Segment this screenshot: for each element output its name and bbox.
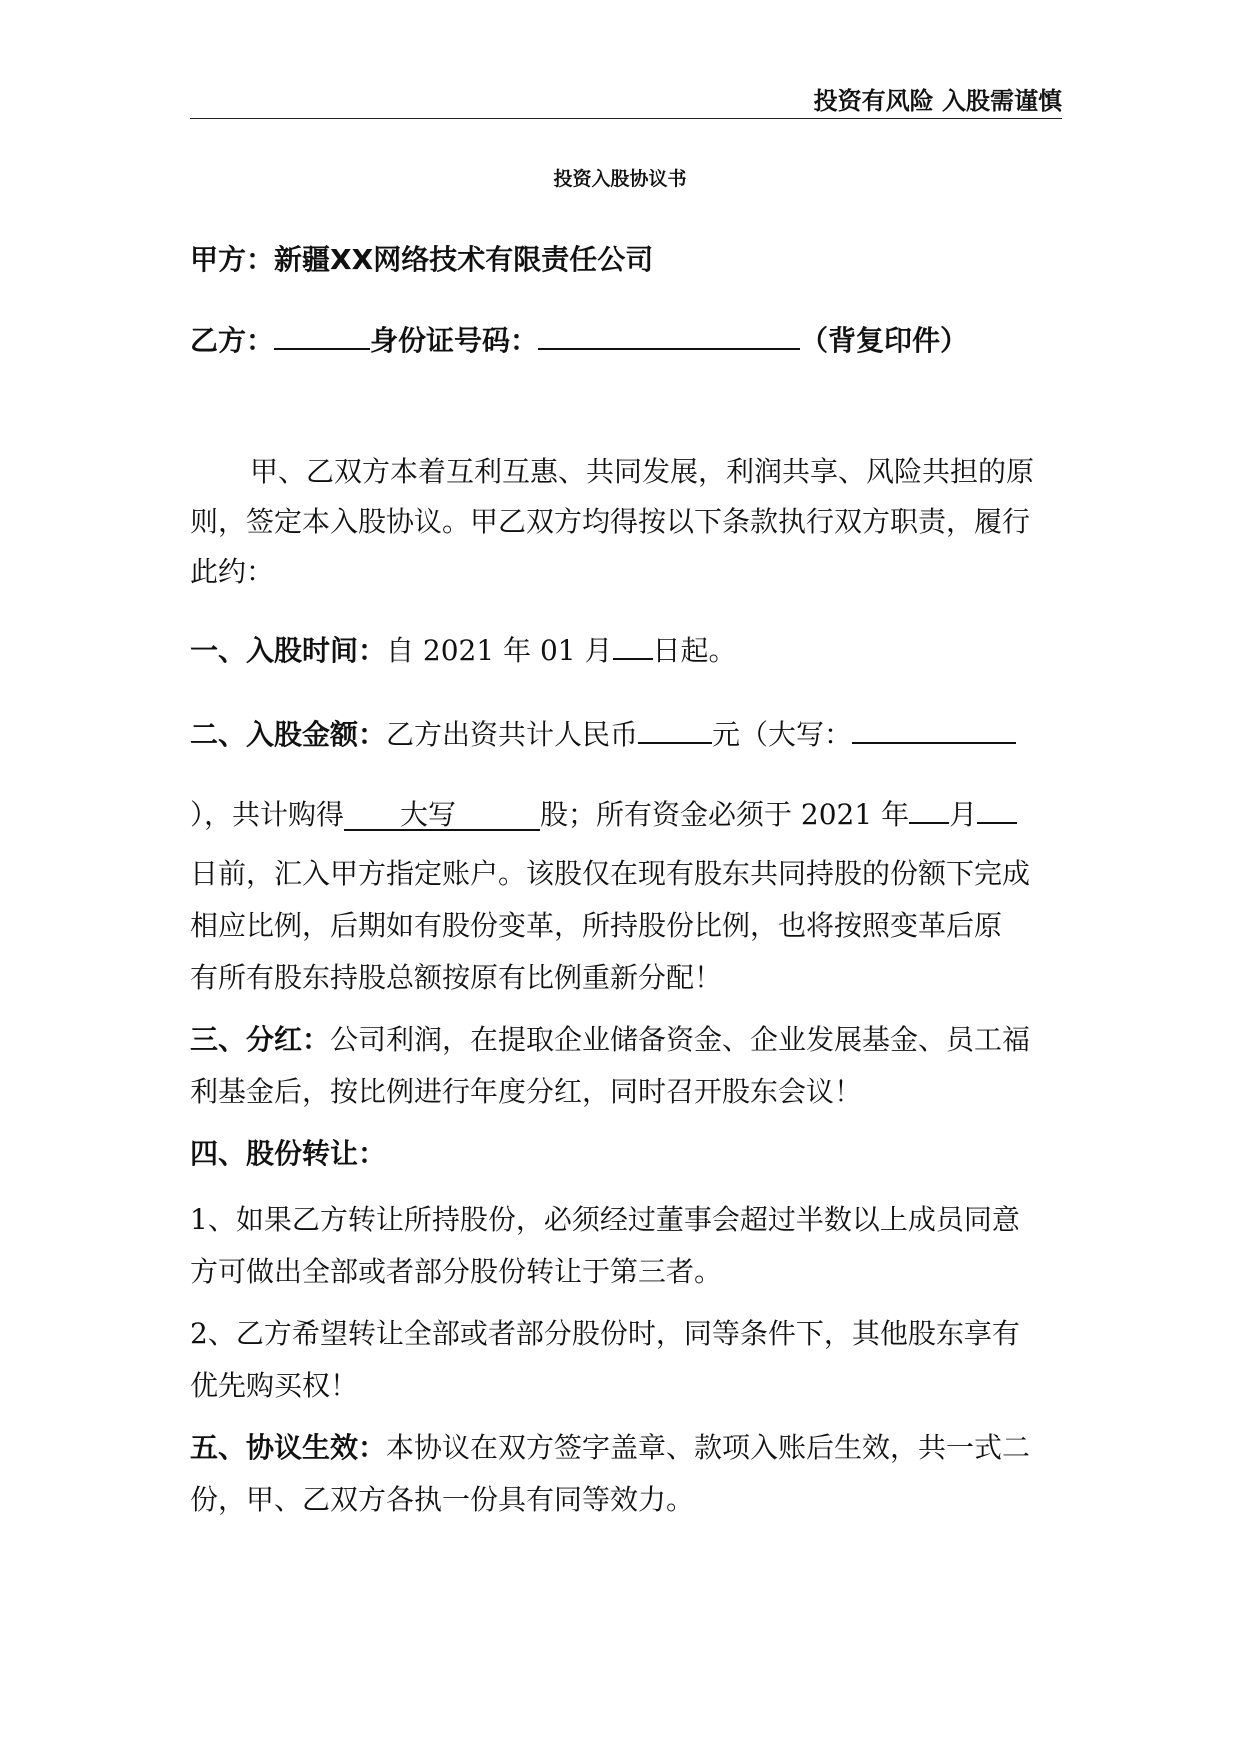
section-3-text: 公司利润，在提取企业储备资金、企业发展基金、员工福 (330, 1023, 1031, 1056)
party-b-note: （背复印件） (800, 324, 969, 357)
party-a-line (190, 242, 1062, 278)
party-b-name-blank[interactable] (274, 322, 370, 350)
section-2-line-4: 相应比例，后期如有股份变革，所持股份比例，也将按照变革后原 (190, 909, 1003, 942)
intro-line-3: 此约： (190, 555, 275, 588)
section-2-line2-a: ），共计购得 (190, 798, 345, 831)
section-3-heading: 三、分红： (190, 1023, 331, 1056)
section-2-line-2 (190, 796, 1062, 833)
section-3-line-1 (190, 1022, 1062, 1058)
section-1-day-blank[interactable] (613, 632, 653, 660)
section-1 (190, 632, 1062, 669)
section-4-item-1-line-2: 方可做出全部或者部分股份转让于第三者。 (190, 1255, 723, 1288)
section-2-line2-b: 股；所有资金必须于 2021 年 (540, 798, 910, 831)
party-b-line (190, 322, 1062, 359)
section-2-amount-blank[interactable] (638, 716, 712, 744)
section-2-line2-c: 月 (949, 798, 978, 831)
section-2-daxie-blank[interactable] (852, 716, 1016, 744)
section-5-heading: 五、协议生效： (190, 1431, 387, 1464)
section-2-line-1 (190, 716, 1062, 753)
section-4-item-2-line-1: 2、乙方希望转让全部或者部分股份时，同等条件下，其他股东享有 (190, 1317, 1020, 1350)
section-2-text-a: 乙方出资共计人民币 (386, 718, 639, 751)
section-2-heading: 二、入股金额： (190, 718, 387, 751)
section-2-shares-blank[interactable] (344, 798, 540, 831)
section-2-day-blank[interactable] (977, 796, 1017, 824)
intro-line-2: 则，签定本入股协议。甲乙双方均得按以下条款执行双方职责，履行 (190, 505, 1031, 538)
section-2-line-3: 日前，汇入甲方指定账户。该股仅在现有股东共同持股的份额下完成 (190, 857, 1031, 890)
section-2-shares-fill: 大写 (400, 798, 457, 831)
section-5-line-2: 份，甲、乙双方各执一份具有同等效力。 (190, 1483, 695, 1516)
section-1-heading: 一、入股时间： (190, 634, 387, 667)
document-title: 投资入股协议书 (553, 168, 687, 190)
header-slogan: 投资有风险 入股需谨慎 (813, 87, 1062, 115)
page-header (190, 86, 1062, 119)
party-b-label: 乙方： (190, 324, 275, 357)
section-4-item-1-line-1: 1、如果乙方转让所持股份，必须经过董事会超过半数以上成员同意 (190, 1203, 1020, 1236)
party-a-label: 甲方： (190, 243, 275, 276)
section-1-text-b: 日起。 (652, 634, 737, 667)
party-b-id-blank[interactable] (538, 322, 800, 350)
section-5-text: 本协议在双方签字盖章、款项入账后生效，共一式二 (386, 1431, 1031, 1464)
intro-line-1: 甲、乙双方本着互利互惠、共同发展，利润共享、风险共担的原 (250, 455, 1035, 488)
party-b-id-label: 身份证号码： (370, 324, 539, 357)
section-5-line-1 (190, 1430, 1062, 1466)
section-2-text-b: 元（大写： (712, 718, 853, 751)
section-1-text-a: 自 2021 年 01 月 (386, 634, 613, 667)
party-a-value: 新疆XX网络技术有限责任公司 (274, 243, 654, 276)
section-2-month-blank[interactable] (909, 796, 949, 824)
section-2-line-5: 有所有股东持股总额按原有比例重新分配！ (190, 961, 723, 994)
section-4-heading: 四、股份转让： (190, 1137, 387, 1170)
section-4-item-2-line-2: 优先购买权！ (190, 1369, 359, 1402)
section-3-line-2: 利基金后，按比例进行年度分红，同时召开股东会议！ (190, 1075, 863, 1108)
